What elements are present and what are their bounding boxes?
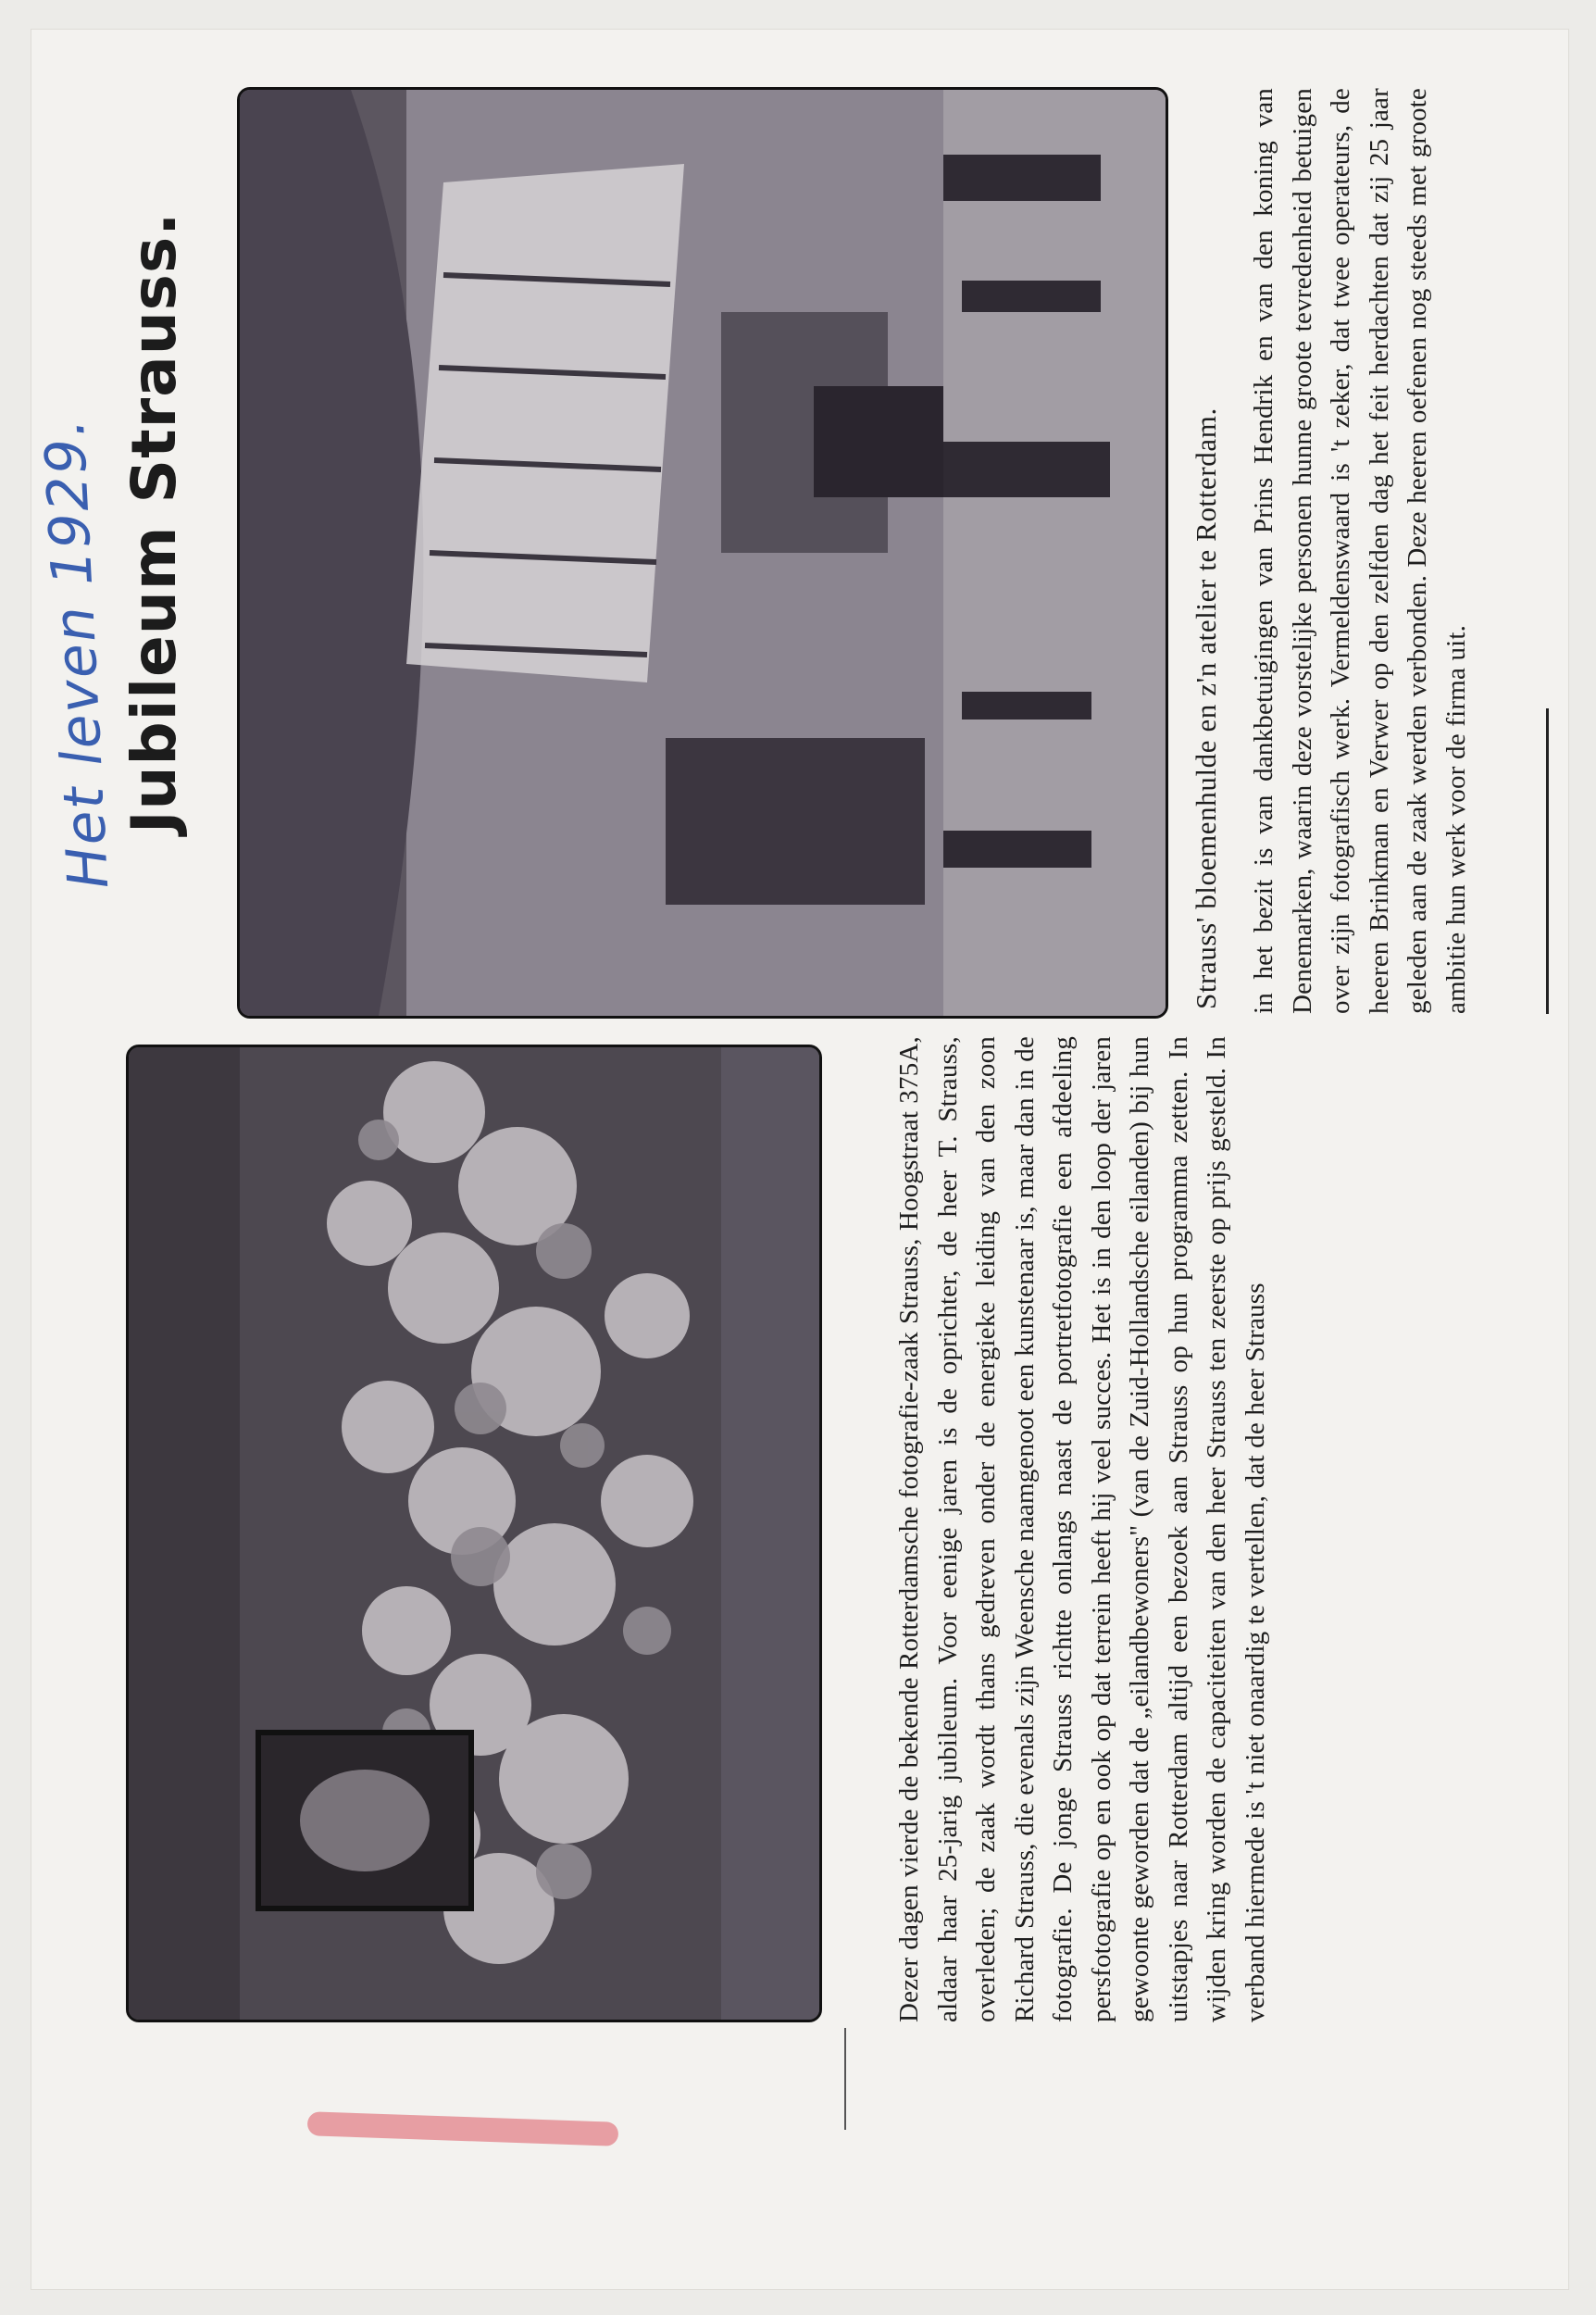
article-title: Jubileum Strauss. xyxy=(118,211,190,833)
flowers-photo-image xyxy=(129,1047,819,2020)
atelier-photo xyxy=(237,87,1168,1019)
article-paragraph-1: Dezer dagen vierde de bekende Rotterdamsche fotografie-zaak Strauss, Hoogstraat 375A, aldaar haar 25-jarig jubileum. Voor eenige jaren is de oprichter, de heer T. Strauss, overleden; de zaak wordt thans gedreven onder de energieke leiding van den zoon Richard Strauss, die evenals zijn Weensche naamgenoot een kunstenaar is, maar dan in de fotografie. De jonge Strauss richtte onlangs naast de portretfotografie een afdeeling persfotografie op en ook op dat terrein heeft hij veel succes. Het is in den loop der jaren gewoonte geworden dat de „eilandbewoners" (van de Zuid-Hollandsche eilanden) bij hun uitstapjes naar Rotterdam altijd een bezoek aan Strauss op hun programma zetten. In wijden kring worden de capaciteiten van den heer Strauss ten zeerste op prijs gesteld. In verband hiermede is 't niet onaardig te vertellen, dat de heer Strauss xyxy=(894,1036,1270,2022)
divider-line xyxy=(844,2028,846,2130)
flowers-photo xyxy=(126,1045,822,2022)
article-paragraph-2: in het bezit is van dankbetuigingen van Prins Hendrik en van den koning van Denemarken, waarin deze vorstelijke personen hunne groote tevredenheid betuigen over zijn fotografisch werk. Vermeldenswaard is 't zeker, dat twee operateurs, de heeren Brinkman en Verwer op den zelfden dag het feit herdachten dat zij 25 jaar geleden aan de zaak werden verbonden. Deze heeren oefenen nog steeds met groote ambitie hun werk voor de firma uit. xyxy=(1249,88,1471,1014)
atelier-photo-image xyxy=(240,90,1166,1016)
end-rule xyxy=(1546,708,1549,1014)
photo-caption: Strauss' bloemenhulde en z'n atelier te Rotterdam. xyxy=(1190,407,1222,1009)
handwritten-note: Het leven 1929. xyxy=(31,416,122,891)
